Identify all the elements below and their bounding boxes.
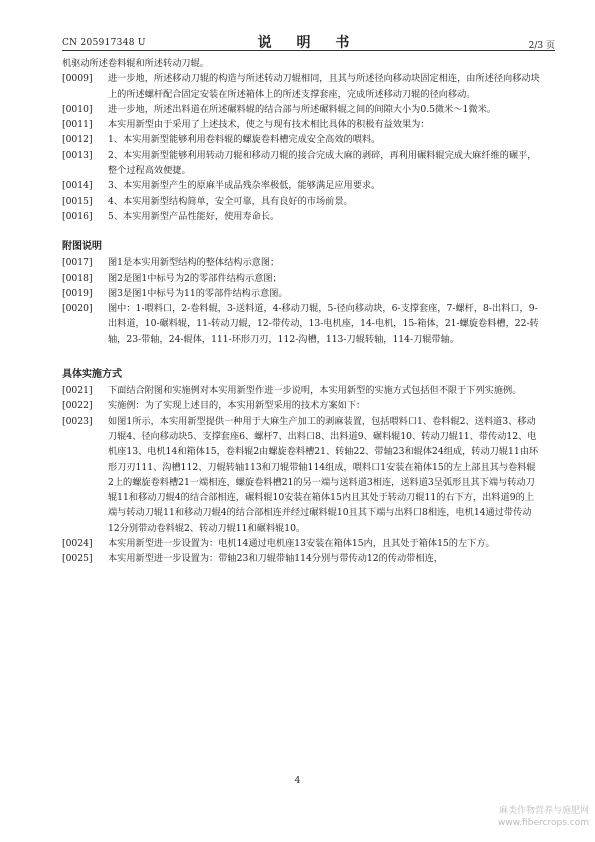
paragraph	[62, 301, 540, 347]
paragraph-text: 1、本实用新型能够利用卷料辊的螺旋卷料槽完成安全高效的喂料。	[108, 134, 381, 146]
watermark-title: 麻类作物营养与施肥网	[498, 806, 589, 816]
paragraph	[62, 536, 540, 551]
paragraph-text: 图1是本实用新型结构的整体结构示意图；	[108, 257, 280, 269]
watermark	[498, 805, 589, 829]
paragraph	[62, 102, 540, 117]
paragraph-group-summary	[62, 71, 540, 224]
paragraph-number: [0021]	[62, 385, 93, 397]
page-number: 4	[294, 776, 301, 786]
paragraph-number: [0023]	[62, 415, 93, 427]
doc-title: 说 明 书	[257, 35, 360, 51]
paragraph-number: [0013]	[62, 149, 93, 161]
document-body	[62, 56, 540, 567]
paragraph	[62, 398, 540, 413]
paragraph-number: [0015]	[62, 195, 93, 207]
paragraph-text: 实施例：为了实现上述目的，本实用新型采用的技术方案如下：	[108, 400, 366, 412]
paragraph-group-figures	[62, 255, 540, 347]
paragraph	[62, 148, 540, 179]
paragraph-number: [0024]	[62, 538, 93, 550]
intro-line: 机驱动所述卷料辊和所述转动刀辊。	[62, 58, 209, 69]
paragraph-number: [0018]	[62, 272, 93, 284]
paragraph-number: [0020]	[62, 303, 93, 315]
paragraph-text: 本实用新型进一步设置为：带轴23和刀辊带轴114分别与带传动12的传动带相连，	[108, 553, 443, 565]
paragraph-number: [0011]	[62, 119, 93, 131]
paragraph-text: 进一步地，所述移动刀辊的构造与所述转动刀辊相同，且其与所述径向移动块固定相连，由所述径向移动块上的所述螺杆配合固定安装在所述箱体上的所述支撑套座，完成所述移动刀辊的径向移动。	[108, 73, 540, 100]
paragraph	[62, 271, 540, 286]
paragraph	[62, 178, 540, 193]
paragraph-text: 本实用新型进一步设置为：电机14通过电机座13安装在箱体15内，且其处于箱体15的左下方。	[108, 538, 495, 550]
paragraph	[62, 117, 540, 132]
paragraph-text: 4、本实用新型结构简单，安全可靠，具有良好的市场前景。	[108, 195, 353, 207]
paragraph-text: 3、本实用新型产生的原麻半成品残杂率极低，能够满足应用要求。	[108, 180, 381, 192]
doc-number: CN 205917348 U	[62, 38, 146, 48]
paragraph	[62, 194, 540, 209]
paragraph-number: [0010]	[62, 103, 93, 115]
paragraph-text: 进一步地，所述出料道在所述碾料辊的结合部与所述碾料辊之间的间隙大小为0.5微米～1微米。	[108, 103, 496, 115]
paragraph-text: 图2是图1中标号为2的零部件结构示意图；	[108, 272, 282, 284]
page-header	[62, 24, 555, 51]
paragraph-text: 5、本实用新型产品性能好，使用寿命长。	[108, 210, 280, 222]
paragraph-number: [0014]	[62, 180, 93, 192]
paragraph	[62, 209, 540, 224]
paragraph	[62, 414, 540, 536]
paragraph-group-embodiment	[62, 383, 540, 567]
section-title-figures: 附图说明	[62, 241, 102, 253]
paragraph-number: [0016]	[62, 210, 93, 222]
paragraph-text: 图3是图1中标号为11的零部件结构示意图。	[108, 287, 288, 299]
paragraph	[62, 132, 540, 147]
paragraph-text: 如图1所示，本实用新型提供一种用于大麻生产加工的剥麻装置，包括喂料口1、卷料辊2、送料道3、移动刀辊4、径向移动块5、支撑套座6、螺杆7、出料口8、出料道9、碾料辊10、转动刀辊11、带传动12、电机座13、电机14和箱体15，卷料辊2由螺旋卷料槽21、转轴22、带轴23和辊体24组成，转动刀辊11由环形刀刃111、沟槽112、刀辊转轴113和刀辊带轴114组成，喂料口1安装在箱体15的左上部且其与卷料辊2上的螺旋卷料槽21一端相连，螺旋卷料槽21的另一端与送料道3相连，送料道3呈弧形且其下端与转动刀辊11和移动刀辊4的结合部相连，碾料辊10安装在箱体15内且其处于转动刀辊11的右下方，出料道9的上端与转动刀辊11和移动刀辊4的结合部相连并经过碾料辊10且其下端与出料口8相连，电机14通过带传动12分别带动卷料辊2、转动刀辊11和碾料辊10。	[108, 415, 539, 534]
paragraph-number: [0022]	[62, 400, 93, 412]
paragraph	[62, 255, 540, 270]
paragraph-text: 2、本实用新型能够利用转动刀辊和移动刀辊的接合完成大麻的剥碎，再利用碾料辊完成大麻纤维的碾平，整个过程高效便捷。	[108, 149, 537, 177]
paragraph-number: [0019]	[62, 287, 93, 299]
page-of: 2/3 页	[528, 41, 555, 51]
paragraph	[62, 551, 540, 566]
section-title-embodiment: 具体实施方式	[62, 369, 122, 381]
paragraph-text: 下面结合附图和实施例对本实用新型作进一步说明，本实用新型的实施方式包括但不限于下列实施例。	[108, 385, 522, 397]
paragraph-number: [0012]	[62, 134, 93, 146]
paragraph-text: 本实用新型由于采用了上述技术，使之与现有技术相比具体的积极有益效果为：	[108, 119, 430, 131]
watermark-url: www.fibercrops.com	[498, 818, 589, 828]
paragraph-number: [0025]	[62, 553, 93, 565]
paragraph	[62, 286, 540, 301]
paragraph-number: [0009]	[62, 73, 93, 85]
paragraph-number: [0017]	[62, 257, 93, 269]
paragraph	[62, 383, 540, 398]
paragraph	[62, 71, 540, 102]
paragraph-text: 图中：1-喂料口，2-卷料辊，3-送料道，4-移动刀辊，5-径向移动块，6-支撑套座，7-螺杆，8-出料口，9-出料道，10-碾料辊，11-转动刀辊，12-带传动，13-电机座，14-电机，15-箱体，21-螺旋卷料槽，22-转轴，23-带轴，24-辊体，111-环形刀刃，112-沟槽，113-刀辊转轴，114-刀辊带轴。	[108, 303, 539, 345]
